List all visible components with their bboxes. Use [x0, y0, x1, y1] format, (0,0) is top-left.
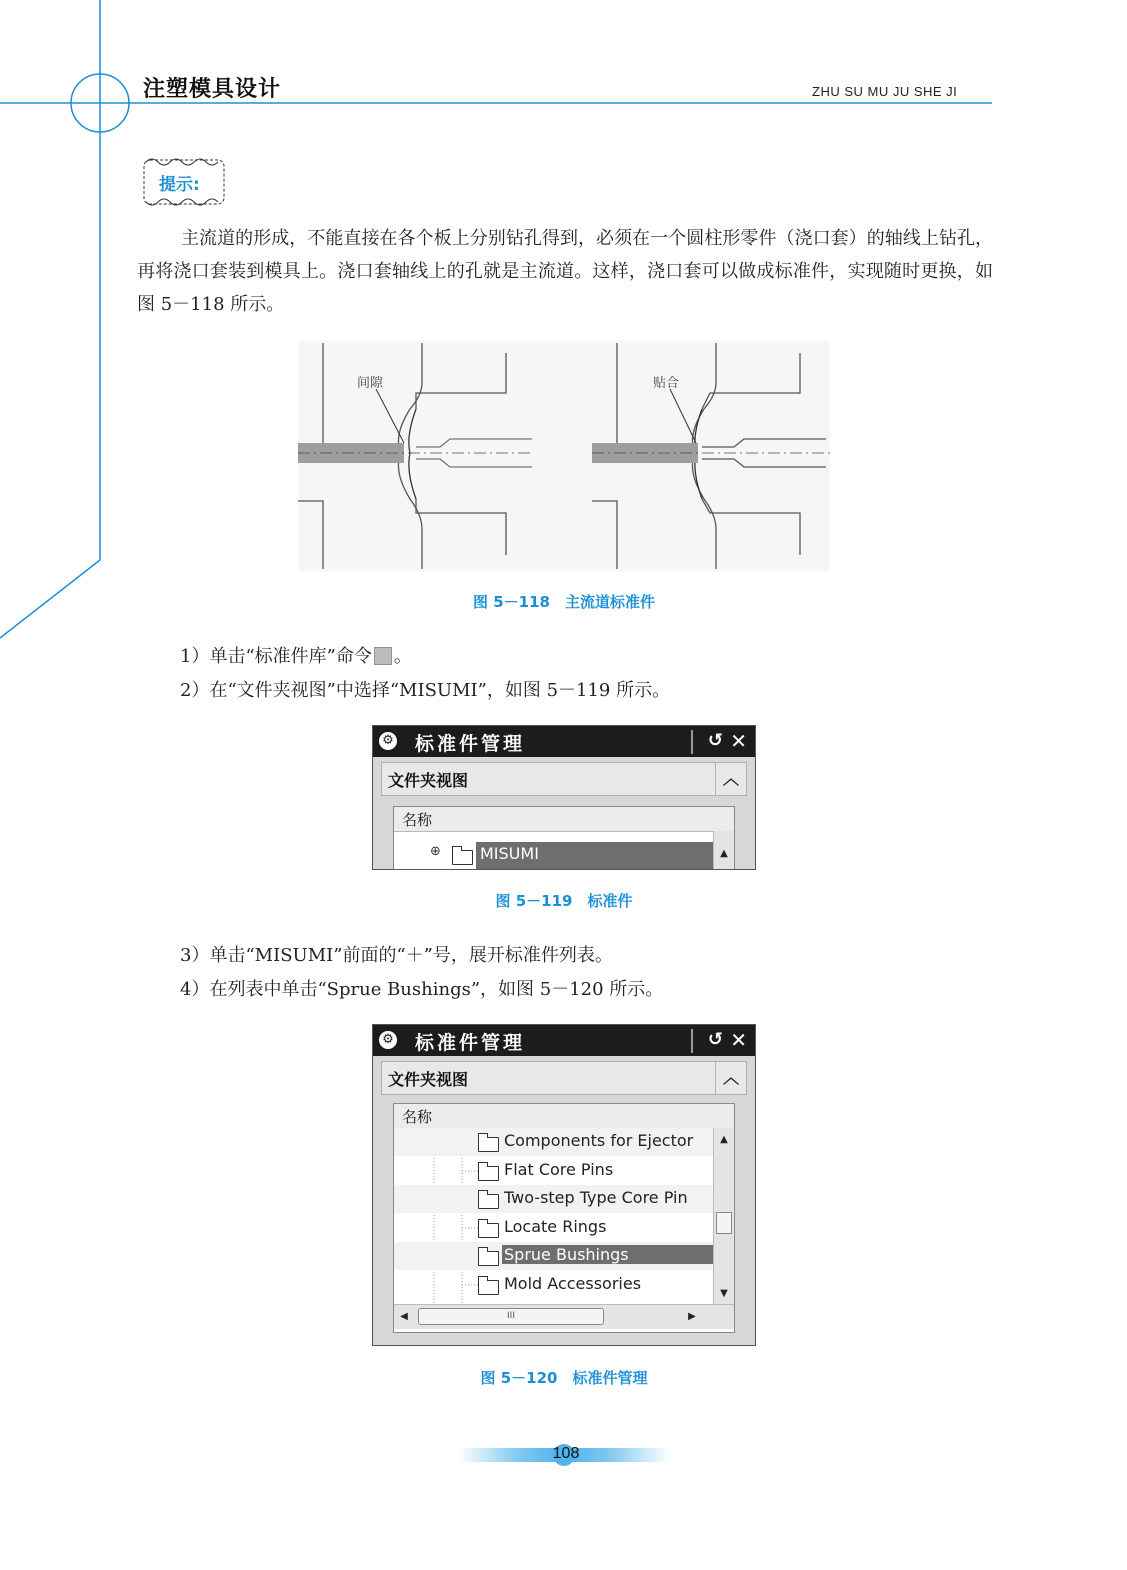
hscroll-thumb[interactable]: [418, 1308, 604, 1325]
reset-icon[interactable]: ↺: [707, 730, 723, 751]
tree-item-flat-core-pins[interactable]: [394, 1157, 714, 1185]
book-title-pinyin: ZHU SU MU JU SHE JI: [812, 84, 958, 99]
collapse-icon[interactable]: ︿: [715, 1062, 746, 1094]
folder-view-header[interactable]: [381, 1061, 747, 1095]
standard-part-manager-dialog-119: [372, 725, 756, 870]
scroll-thumb[interactable]: [716, 1212, 732, 1234]
tree-item-misumi[interactable]: [394, 842, 714, 870]
scroll-up-icon[interactable]: ▲: [720, 1134, 728, 1145]
expand-icon[interactable]: ⊕: [430, 844, 441, 859]
tree-item-locate-rings[interactable]: [394, 1214, 714, 1242]
step-4: 4）在列表中单击“Sprue Bushings”，如图 5－120 所示。: [180, 979, 664, 1000]
folder-view-title: 文件夹视图: [388, 771, 469, 790]
reset-icon[interactable]: ↺: [707, 1029, 723, 1050]
dialog-title-bar: [373, 726, 755, 757]
tree-item-components-for-ejector[interactable]: [394, 1128, 714, 1156]
scroll-right-icon[interactable]: ▶: [688, 1311, 696, 1322]
standard-part-manager-dialog-120: [372, 1024, 756, 1346]
folder-icon: [478, 1137, 499, 1152]
tree-item-label: Two-step Type Core Pin: [504, 1188, 688, 1207]
folder-icon: [478, 1166, 499, 1181]
figure-5-119-caption: 图 5－119 标准件: [495, 892, 633, 910]
gap-label: 间隙: [357, 376, 384, 391]
scroll-left-icon[interactable]: ◀: [400, 1311, 408, 1322]
scroll-up-icon[interactable]: ▲: [720, 848, 728, 859]
gear-icon[interactable]: ⚙: [379, 1031, 397, 1049]
tree-item-sprue-bushings[interactable]: [394, 1242, 714, 1270]
folder-tree: [393, 1103, 735, 1333]
tree-item-label: Components for Ejector: [504, 1131, 694, 1150]
book-title: 注塑模具设计: [143, 77, 282, 102]
fit-label: 贴合: [653, 376, 680, 391]
tree-item-label: Mold Accessories: [504, 1274, 642, 1293]
name-column-header[interactable]: [394, 807, 734, 832]
standard-part-library-icon[interactable]: [374, 647, 392, 665]
title-separator: [691, 730, 693, 754]
dialog-title: 标准件管理: [415, 733, 526, 755]
folder-icon: [478, 1251, 499, 1266]
step-2: 2）在“文件夹视图”中选择“MISUMI”，如图 5－119 所示。: [180, 680, 671, 701]
close-icon[interactable]: ✕: [730, 1028, 747, 1052]
collapse-icon[interactable]: ︿: [715, 763, 746, 795]
scroll-down-icon[interactable]: ▼: [720, 1288, 728, 1299]
folder-view-header[interactable]: [381, 762, 747, 796]
folder-view-title: 文件夹视图: [388, 1070, 469, 1089]
folder-icon: [478, 1194, 499, 1209]
tree-item-label: Sprue Bushings: [502, 1245, 714, 1264]
dialog-title: 标准件管理: [415, 1032, 526, 1054]
hscroll-grip: III: [507, 1311, 515, 1321]
folder-icon: [452, 850, 473, 865]
folder-icon: [478, 1280, 499, 1295]
tree-item-mold-accessories[interactable]: [394, 1271, 714, 1299]
step-3: 3）单击“MISUMI”前面的“＋”号，展开标准件列表。: [180, 945, 613, 966]
page-number: 108: [552, 1445, 580, 1462]
tip-label: 提示:: [159, 175, 200, 195]
name-column-header[interactable]: [394, 1104, 734, 1129]
tree-item-two-step-type-core-pin[interactable]: [394, 1185, 714, 1213]
tree-item-label: Locate Rings: [504, 1217, 607, 1236]
horizontal-scrollbar[interactable]: [394, 1304, 734, 1329]
tree-item-label: MISUMI: [476, 842, 714, 869]
close-icon[interactable]: ✕: [730, 729, 747, 753]
vertical-scrollbar[interactable]: [713, 1128, 734, 1304]
vertical-scrollbar[interactable]: [713, 831, 734, 870]
figure-5-118-caption: 图 5－118 主流道标准件: [473, 593, 655, 611]
name-column-label: 名称: [402, 1108, 433, 1126]
step-1-end: 。: [393, 646, 412, 667]
figure-5-120-caption: 图 5－120 标准件管理: [480, 1369, 648, 1387]
tree-item-label: Flat Core Pins: [504, 1160, 614, 1179]
name-column-label: 名称: [402, 811, 433, 829]
title-separator: [691, 1029, 693, 1053]
step-1-text: 1）单击“标准件库”命令: [180, 646, 372, 667]
dialog-title-bar: [373, 1025, 755, 1056]
gear-icon[interactable]: ⚙: [379, 732, 397, 750]
folder-icon: [478, 1223, 499, 1238]
folder-tree: [393, 806, 735, 870]
step-1: [180, 642, 412, 668]
tip-paragraph: 主流道的形成，不能直接在各个板上分别钻孔得到，必须在一个圆柱形零件（浇口套）的轴线上钻孔，再将浇口套装到模具上。浇口套轴线上的孔就是主流道。这样，浇口套可以做成标准件，实现随时更换，如图 5－118 所示。: [137, 228, 993, 315]
